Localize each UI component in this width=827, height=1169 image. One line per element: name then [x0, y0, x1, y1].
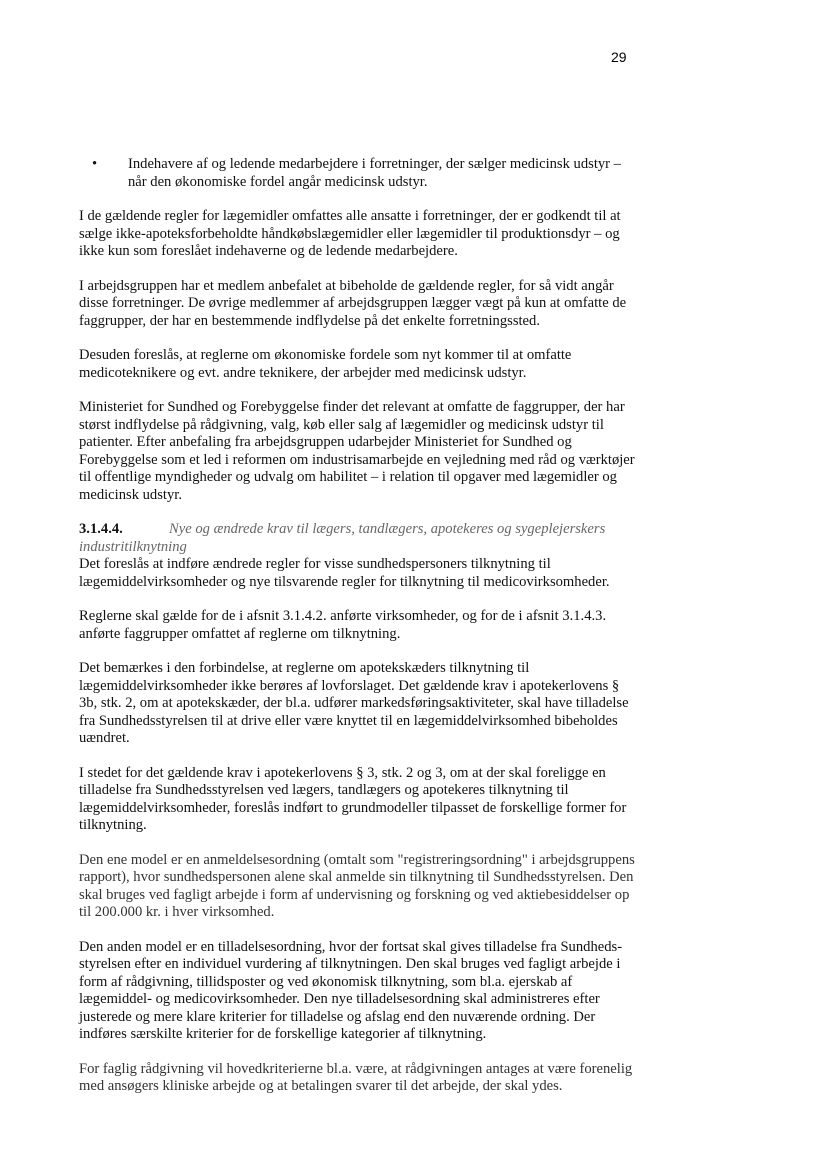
bullet-icon: • — [92, 156, 98, 172]
bullet-text: Indehavere af og ledende medarbejdere i forretninger, der sælger medicinsk udstyr – når den økonomiske fordel angår medicinsk udstyr. — [128, 156, 621, 190]
paragraph: Desuden foreslås, at reglerne om økonomiske fordele som nyt kommer til at omfatte medicoteknikere og evt. andre teknikere, der arbejder med medicinsk udstyr. — [79, 347, 572, 381]
section-title: Nye og ændrede krav til lægers, tandlægers, apotekeres og sygeplejerskers industritilknytning — [79, 521, 606, 555]
paragraph: Den ene model er en anmeldelsesordning (omtalt som "registreringsordning" i arbejdsgruppens rapport), hvor sundhedspersonen alene skal anmelde sin tilknytning til Sundhedsstyrelsen. Den skal bruges ved fagligt arbejde i form af undervisning og forskning og ved aktiebesiddelser op til 200.000 kr. i hver virksomhed. — [79, 851, 635, 920]
section-heading — [79, 521, 639, 556]
paragraph: I stedet for det gældende krav i apotekerlovens § 3, stk. 2 og 3, om at der skal foreligge en tilladelse fra Sundhedsstyrelsen ved lægers, tandlægers og apotekeres tilknytning til lægemiddelvirksomheder, foreslås indført to grundmodeller tilpasset de forskellige former for tilknytning. — [79, 764, 627, 833]
paragraph: I de gældende regler for lægemidler omfattes alle ansatte i forretninger, der er godkendt til at sælge ikke-apoteksforbeholdte håndkøbslægemidler eller lægemidler til produktionsdyr – og ikke kun som foreslået indehaverne og de ledende medarbejdere. — [79, 208, 621, 259]
page-number: 29 — [611, 49, 627, 65]
paragraph: Det foreslås at indføre ændrede regler for visse sundhedspersoners tilknytning til lægemiddelvirksomheder og nye tilsvarende regler for tilknytning til medicovirksomheder. — [79, 556, 610, 590]
bullet-list-item — [79, 156, 639, 191]
section-number: 3.1.4.4. — [79, 521, 123, 537]
paragraph: For faglig rådgivning vil hovedkriterierne bl.a. være, at rådgivningen antages at være forenelig med ansøgers kliniske arbejde og at betalingen svarer til det arbejde, der skal ydes. — [79, 1060, 633, 1094]
document-body — [79, 156, 639, 1113]
paragraph: Ministeriet for Sundhed og Forebyggelse finder det relevant at omfatte de faggrupper, der har størst indflydelse på rådgivning, valg, køb eller salg af lægemidler og medicinsk udstyr til patienter. Efter anbefaling fra arbejdsgruppen udarbejder Ministeriet for Sundhed og Forebyggelse som et led i reformen om industrisamarbejde en vejledning med råd og værktøjer til offentlige myndigheder og udvalg om habilitet – i relation til opgaver med lægemidler og medicinsk udstyr. — [79, 399, 635, 503]
paragraph: Reglerne skal gælde for de i afsnit 3.1.4.2. anførte virksomheder, og for de i afsnit 3.1.4.3. anførte faggrupper omfattet af reglerne om tilknytning. — [79, 608, 607, 642]
paragraph: Den anden model er en tilladelsesordning, hvor der fortsat skal gives tilladelse fra Sundheds-styrelsen efter en individuel vurdering af tilknytningen. Den skal bruges ved fagligt arbejde i form af rådgivning, tillidsposter og ved økonomisk tilknytning, som bl.a. ejerskab af lægemiddel- og medicovirksomheder. Den nye tilladelsesordning skal administreres efter justerede og mere klare kriterier for tilladelse og afslag end den nuværende ordning. Der indføres særskilte kriterier for de forskellige kategorier af tilknytning. — [79, 938, 623, 1042]
paragraph: I arbejdsgruppen har et medlem anbefalet at bibeholde de gældende regler, for så vidt angår disse forretninger. De øvrige medlemmer af arbejdsgruppen lægger vægt på kun at omfatte de faggrupper, der har en bestemmende indflydelse på det enkelte forretningssted. — [79, 277, 627, 329]
paragraph: Det bemærkes i den forbindelse, at reglerne om apotekskæders tilknytning til lægemiddelvirksomheder ikke berøres af lovforslaget. Det gældende krav i apotekerlovens § 3b, stk. 2, om at apotekskæder, der bl.a. udfører markedsføringsaktiviteter, skal have tilladelse fra Sundhedsstyrelsen til at drive eller være knyttet til en lægemiddelvirksomhed bibeholdes uændret. — [79, 660, 629, 746]
